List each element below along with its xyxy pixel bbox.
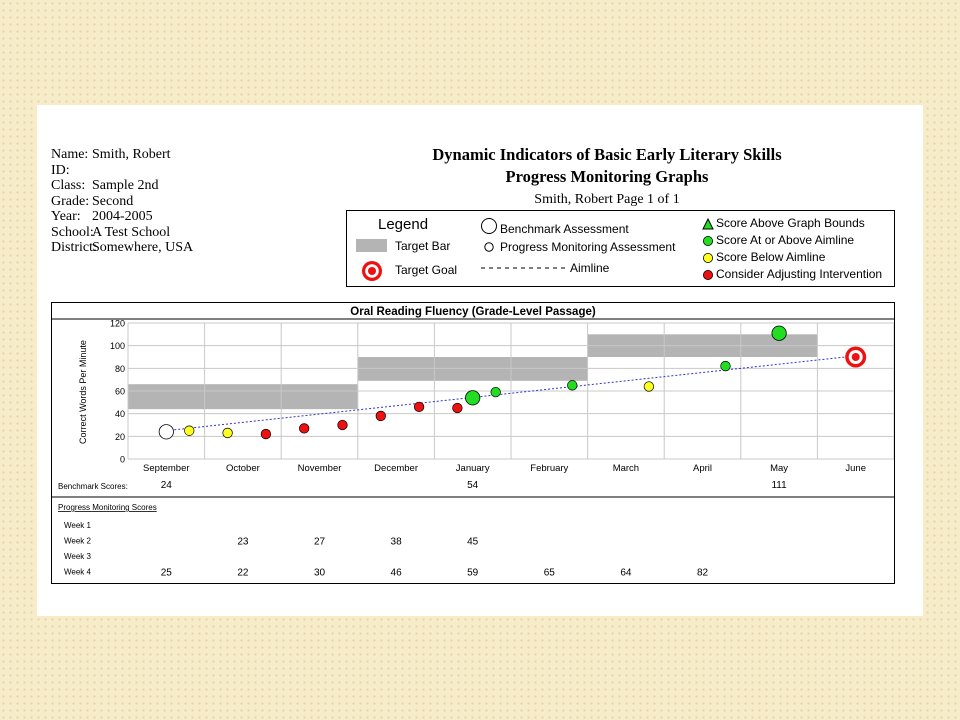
y-tick-label: 20 <box>114 431 125 442</box>
student-info-row <box>51 225 193 241</box>
progress-score-value: 46 <box>390 567 402 579</box>
benchmark-circle-icon <box>480 217 498 235</box>
target-bar <box>358 357 588 381</box>
progress-score-value: 27 <box>313 536 326 548</box>
progress-circle-icon <box>483 241 495 253</box>
x-tick-label: November <box>297 463 342 474</box>
week-label: Week 2 <box>64 536 91 546</box>
student-info-label: Year: <box>51 209 81 224</box>
report-sheet <box>37 105 923 616</box>
student-info-value: 2004-2005 <box>92 209 153 224</box>
legend-heading: Legend <box>378 216 429 233</box>
aimline-sample <box>481 266 567 270</box>
progress-score-value: 22 <box>237 567 249 579</box>
target-goal-marker <box>852 353 860 361</box>
legend-above-bounds-label: Score Above Graph Bounds <box>716 216 865 230</box>
x-tick-label: April <box>692 463 713 474</box>
target-bar-swatch <box>356 239 387 252</box>
y-tick-label: 100 <box>109 341 125 352</box>
target-bar <box>128 384 358 409</box>
benchmark-scores-label: Benchmark Scores: <box>58 482 128 491</box>
page-label: Smith, Robert Page 1 of 1 <box>534 192 680 207</box>
student-info-row <box>51 194 193 210</box>
benchmark-score-value: 24 <box>160 480 172 491</box>
progress-point <box>184 426 194 436</box>
progress-point <box>491 387 501 397</box>
x-tick-label: December <box>374 463 419 474</box>
legend-benchmark-label: Benchmark Assessment <box>500 222 629 236</box>
benchmark-score-value: 111 <box>771 480 787 491</box>
legend-adjust-label: Consider Adjusting Intervention <box>716 267 883 281</box>
progress-score-value: 59 <box>467 567 479 579</box>
student-info-label: District: <box>51 240 97 255</box>
benchmark-score-value: 54 <box>467 480 479 491</box>
week-label: Week 1 <box>64 521 91 530</box>
student-info-label: ID: <box>51 162 70 178</box>
y-tick-label: 60 <box>114 386 125 397</box>
week-label: Week 3 <box>64 552 91 561</box>
benchmark-point <box>466 391 480 405</box>
progress-score-value: 25 <box>160 567 172 579</box>
progress-score-value: 45 <box>467 536 479 548</box>
x-tick-label: June <box>845 463 867 474</box>
legend <box>346 210 895 287</box>
progress-point <box>299 424 309 434</box>
x-tick-label: February <box>530 463 569 474</box>
legend-target-goal-label: Target Goal <box>395 263 458 277</box>
progress-score-value: 82 <box>696 567 709 579</box>
progress-score-value: 64 <box>620 567 632 579</box>
x-tick-label: March <box>612 463 640 474</box>
legend-target-bar-label: Target Bar <box>395 239 451 253</box>
progress-point <box>453 403 463 413</box>
student-info <box>51 147 193 256</box>
student-info-label: Grade: <box>51 193 90 209</box>
x-tick-label: May <box>770 463 789 474</box>
red-dot-icon <box>702 269 714 281</box>
student-info-row <box>51 163 193 179</box>
student-info-value: Somewhere, USA <box>92 240 194 255</box>
legend-progress-label: Progress Monitoring Assessment <box>500 240 676 254</box>
progress-point <box>721 361 731 371</box>
x-tick-label: September <box>143 463 190 474</box>
progress-point <box>223 428 233 438</box>
progress-point <box>644 382 654 392</box>
student-info-value: Sample 2nd <box>92 178 159 193</box>
student-info-row <box>51 178 193 194</box>
green-dot-icon <box>702 235 714 247</box>
student-info-label: Name: <box>51 147 89 162</box>
benchmark-point <box>772 326 786 340</box>
legend-below-label: Score Below Aimline <box>716 250 826 264</box>
report-subtitle: Progress Monitoring Graphs <box>505 167 709 186</box>
progress-point <box>338 420 348 430</box>
y-tick-label: 0 <box>119 454 125 465</box>
student-info-row <box>51 147 193 163</box>
progress-scores-title: Progress Monitoring Scores <box>58 503 157 512</box>
progress-point <box>414 402 424 412</box>
report-title: Dynamic Indicators of Basic Early Literary Skills <box>432 145 782 164</box>
yellow-dot-icon <box>702 252 714 264</box>
progress-point <box>376 411 386 421</box>
student-info-value: Second <box>92 193 134 209</box>
y-axis-label: Correct Words Per Minute <box>78 340 88 444</box>
chart-frame <box>51 302 895 584</box>
week-label: Week 4 <box>64 567 91 577</box>
progress-score-value: 23 <box>237 536 249 548</box>
benchmark-point <box>159 425 173 439</box>
y-tick-label: 80 <box>114 363 125 374</box>
legend-aimline-label: Aimline <box>570 261 610 275</box>
legend-at-above-label: Score At or Above Aimline <box>716 233 855 247</box>
student-info-value: Smith, Robert <box>92 147 171 162</box>
student-info-label: School: <box>51 224 94 240</box>
progress-score-value: 38 <box>390 536 402 548</box>
x-tick-label: January <box>455 463 490 474</box>
target-goal-icon <box>361 260 383 282</box>
y-tick-label: 120 <box>109 318 125 329</box>
chart-title: Oral Reading Fluency (Grade-Level Passage) <box>350 306 596 318</box>
student-info-row <box>51 209 193 225</box>
progress-point <box>261 429 271 439</box>
student-info-label: Class: <box>51 178 86 193</box>
triangle-icon <box>702 218 714 230</box>
x-tick-label: October <box>226 463 260 474</box>
student-info-value: A Test School <box>92 224 171 240</box>
y-tick-label: 40 <box>114 409 125 420</box>
student-info-row <box>51 240 193 256</box>
progress-point <box>567 381 577 391</box>
oral-reading-fluency-chart <box>52 303 894 583</box>
progress-score-value: 65 <box>543 567 555 579</box>
progress-score-value: 30 <box>313 567 326 579</box>
